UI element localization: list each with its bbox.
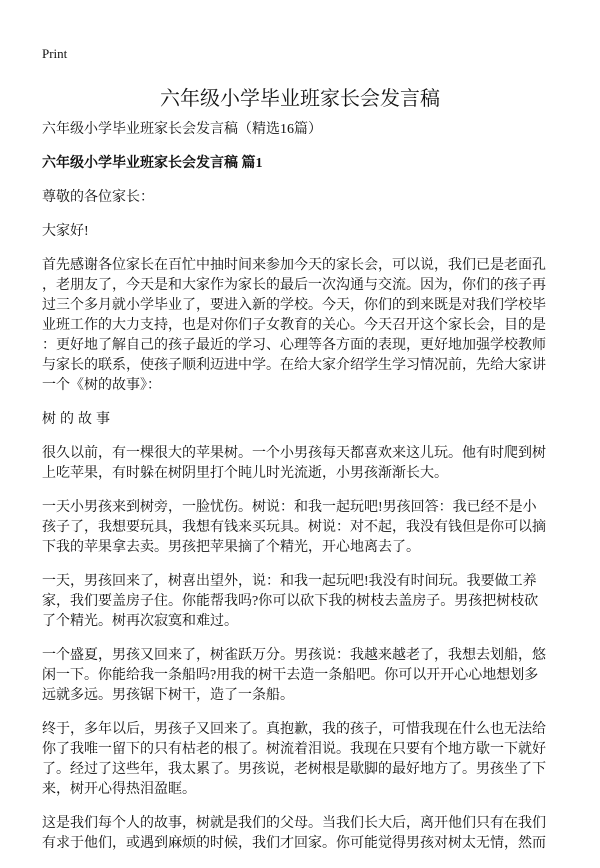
text-line: 来，树开心得热泪盈眶。 [42,782,196,797]
text-line: 了。经过了这些年，我太累了。男孩说，老树根是歇脚的最好地方了。男孩坐了下 [42,762,546,777]
text-line: 远就多远。男孩锯下树干，造了一条船。 [42,688,294,703]
text-line: 树的故事 [42,412,114,427]
text-line: 闲一下。你能给我一条船吗?用我的树干去造一条船吧。你可以开开心心地想划多 [42,668,539,683]
print-link[interactable]: Print [42,46,68,61]
text-line: 过三个多月就小学毕业了，要进入新的学校。今天，你们的到来既是对我们学校毕 [42,298,546,313]
text-line: 有求于他们，或遇到麻烦的时候，我们才回家。你可能觉得男孩对树太无情，然而 [42,836,546,851]
hello: 大家好! [42,224,89,239]
text-line: 家，我们要盖房子住。你能帮我吗?你可以砍下我的树枝去盖房子。男孩把树枝砍 [42,594,539,609]
text-line: 很久以前，有一棵很大的苹果树。一个小男孩每天都喜欢来这儿玩。他有时爬到树 [42,446,546,461]
greeting: 尊敬的各位家长： [42,190,154,205]
paragraph [42,498,572,558]
text-line: 你了我唯一留下的只有枯老的根了。树流着泪说。我现在只要有个地方歇一下就好 [42,742,546,757]
paragraphs [42,256,572,854]
section-heading: 六年级小学毕业班家长会发言稿 篇1 [42,156,263,171]
text-line: 孩子了，我想要玩具，我想有钱来买玩具。树说：对不起，我没有钱但是你可以摘 [42,520,546,535]
paragraph [42,572,572,632]
text-line: 终于，多年以后，男孩子又回来了。真抱歉，我的孩子，可惜我现在什么也无法给 [42,722,546,737]
subtitle: 六年级小学毕业班家长会发言稿（精选16篇） [42,122,322,137]
text-line: 了个精光。树再次寂寞和难过。 [42,614,238,629]
document-body [42,120,572,868]
text-line: 业班工作的大力支持，也是对你们子女教育的关心。今天召开这个家长会，目的是 [42,318,546,333]
text-line: 一个《树的故事》： [42,378,161,393]
paragraph [42,256,572,396]
text-line: 下我的苹果拿去卖。男孩把苹果摘了个精光，开心地离去了。 [42,540,420,555]
paragraph [42,444,572,484]
text-line: 一天，男孩回来了，树喜出望外，说：和我一起玩吧!我没有时间玩。我要做工养 [42,574,537,589]
text-line: 一天小男孩来到树旁，一脸忧伤。树说：和我一起玩吧!男孩回答：我已经不是小 [42,500,537,515]
text-line: 与家长的联系，使孩子顺利迈进中学。在给大家介绍学生学习情况前，先给大家讲 [42,358,546,373]
text-line: 一个盛夏，男孩又回来了，树雀跃万分。男孩说：我越来越老了，我想去划船，悠 [42,648,546,663]
paragraph [42,720,572,800]
text-line: 首先感谢各位家长在百忙中抽时间来参加今天的家长会，可以说，我们已是老面孔 [42,258,546,273]
page-title: 六年级小学毕业班家长会发言稿 [160,88,440,110]
text-line: ：更好地了解自己的孩子最近的学习、心理等各方面的表现，更好地加强学校教师 [42,338,546,353]
paragraph [42,814,572,854]
text-line: 这是我们每个人的故事，树就是我们的父母。当我们长大后，离开他们只有在我们 [42,816,546,831]
paragraph [42,646,572,706]
text-line: ，老朋友了，今天是和大家作为家长的最后一次沟通与交流。因为，你们的孩子再 [42,278,546,293]
story-heading [42,410,572,430]
text-line: 上吃苹果，有时躲在树阴里打个盹儿时光流逝，小男孩渐渐长大。 [42,466,448,481]
